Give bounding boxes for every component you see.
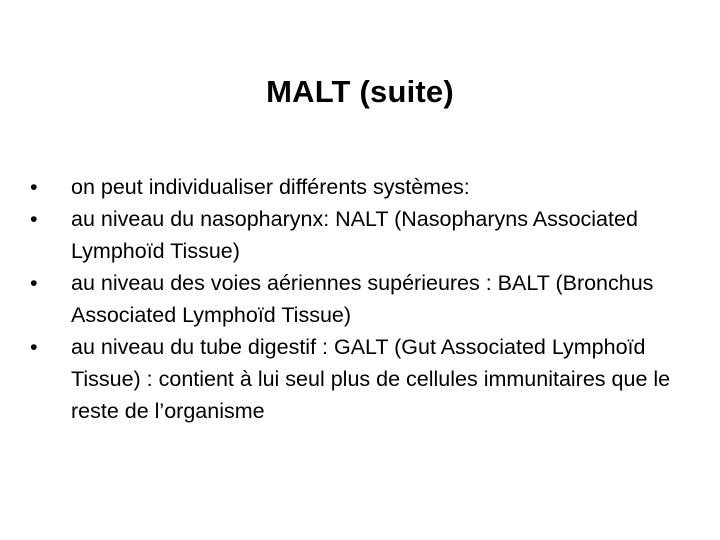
bullet-icon: • xyxy=(30,335,38,359)
slide-title: MALT (suite) xyxy=(266,74,454,109)
bullet-text: au niveau des voies aériennes supérieures : BALT (Bronchus Associated Lymphoïd Tissue) xyxy=(71,271,654,327)
bullet-text: on peut individualiser différents systèmes: xyxy=(71,175,470,199)
bullet-item-galt xyxy=(30,331,700,427)
bullet-item-systems xyxy=(30,171,700,203)
bullet-list xyxy=(30,171,700,427)
bullet-icon: • xyxy=(30,207,38,231)
bullet-item-nalt xyxy=(30,203,700,267)
bullet-text: au niveau du tube digestif : GALT (Gut Associated Lymphoïd Tissue) : contient à lui seul plus de cellules immunitaires que le reste de l’organisme xyxy=(71,335,671,423)
bullet-icon: • xyxy=(30,271,38,295)
bullet-text: au niveau du nasopharynx: NALT (Nasopharyns Associated Lymphoïd Tissue) xyxy=(71,207,638,263)
bullet-item-balt xyxy=(30,267,700,331)
bullet-icon: • xyxy=(30,175,38,199)
